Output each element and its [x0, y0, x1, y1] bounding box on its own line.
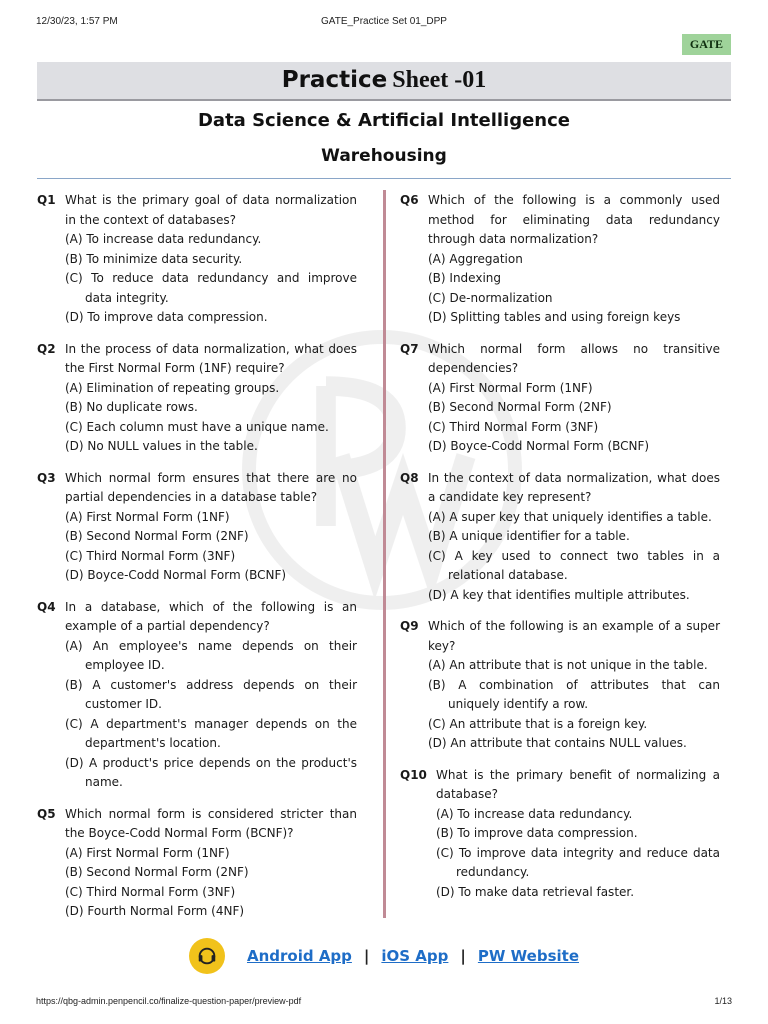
question-number: Q3: [37, 470, 56, 485]
print-header: [36, 16, 732, 30]
answer-option: (A) First Normal Form (1NF): [428, 380, 593, 395]
answer-option: (D) Boyce-Codd Normal Form (BCNF): [65, 568, 287, 582]
answer-option: (B) A combination of attributes that can uniquely identify a row.: [428, 677, 720, 711]
question-number: Q6: [400, 193, 419, 207]
answer-option: (C) An attribute that is a foreign key.: [428, 716, 648, 731]
question-text: Which normal form allows no transitive dependencies?: [428, 341, 720, 375]
question-number: Q8: [400, 470, 419, 485]
right-column: [400, 191, 720, 914]
print-datetime: 12/30/23, 1:57 PM: [36, 16, 118, 27]
footer-links: [0, 938, 768, 970]
answer-option: (B) Second Normal Form (2NF): [65, 865, 249, 879]
answer-option: (A) An employee's name depends on their employee ID.: [65, 638, 357, 672]
answer-option: (C) Third Normal Form (3NF): [428, 419, 599, 434]
answer-option: (A) Elimination of repeating groups.: [65, 380, 280, 395]
answer-option: (C) Third Normal Form (3NF): [65, 548, 236, 563]
question-text: What is the primary goal of data normalization in the context of databases?: [65, 193, 357, 227]
answer-option: (B) To improve data compression.: [436, 826, 638, 840]
question-q10: [400, 766, 720, 903]
print-url: https://qbg-admin.penpencil.co/finalize-question-paper/preview-pdf: [36, 996, 302, 1006]
answer-option: (A) An attribute that is not unique in the table.: [428, 658, 708, 672]
answer-option: (D) An attribute that contains NULL values.: [428, 736, 687, 750]
answer-option: (A) First Normal Form (1NF): [65, 845, 230, 860]
answer-option: (D) Boyce-Codd Normal Form (BCNF): [428, 439, 650, 453]
ios-app-link[interactable]: iOS App: [381, 947, 449, 965]
question-text: Which normal form ensures that there are no partial dependencies in a database table?: [65, 470, 357, 504]
answer-option: (D) A product's price depends on the product's name.: [65, 755, 357, 789]
question-q6: [400, 191, 720, 328]
answer-option: (C) Each column must have a unique name.: [65, 419, 329, 434]
question-q5: [37, 805, 357, 922]
answer-option: (D) To make data retrieval faster.: [436, 884, 635, 899]
link-separator: |: [460, 947, 466, 965]
question-text: In the context of data normalization, what does a candidate key represent?: [428, 470, 720, 504]
question-text: In the process of data normalization, what does the First Normal Form (1NF) require?: [65, 341, 357, 375]
question-number: Q5: [37, 806, 56, 821]
answer-option: (B) A customer's address depends on their customer ID.: [65, 677, 357, 711]
page-number: 1/13: [714, 996, 732, 1006]
answer-option: (B) No duplicate rows.: [65, 400, 198, 414]
question-q9: [400, 617, 720, 754]
answer-option: (C) Third Normal Form (3NF): [65, 884, 236, 899]
answer-option: (B) To minimize data security.: [65, 251, 243, 266]
question-q2: [37, 340, 357, 457]
left-column: [37, 191, 357, 934]
answer-option: (A) Aggregation: [428, 251, 523, 266]
header-rule: [37, 178, 731, 179]
question-number: Q9: [400, 619, 419, 633]
answer-option: (A) To increase data redundancy.: [65, 232, 262, 246]
question-q4: [37, 598, 357, 793]
question-number: Q1: [37, 193, 56, 207]
subject-heading: Data Science & Artificial Intelligence: [197, 110, 570, 131]
question-text: In a database, which of the following is an example of a partial dependency?: [65, 599, 357, 633]
answer-option: (B) Second Normal Form (2NF): [428, 400, 612, 414]
print-doc-title: GATE_Practice Set 01_DPP: [321, 16, 447, 27]
link-separator: |: [363, 947, 370, 965]
answer-option: (A) A super key that uniquely identifies a table.: [428, 509, 712, 524]
pw-app-logo-icon[interactable]: [189, 938, 225, 974]
question-text: Which of the following is a commonly used method for eliminating data redundancy through data normalization?: [428, 193, 720, 246]
question-text: Which normal form is considered stricter than the Boyce-Codd Normal Form (BCNF)?: [65, 806, 357, 840]
android-app-link[interactable]: Android App: [246, 947, 352, 965]
chapter-heading: Warehousing: [321, 146, 447, 166]
question-q3: [37, 469, 357, 586]
pw-website-link[interactable]: PW Website: [477, 947, 579, 965]
question-number: Q10: [400, 767, 427, 782]
answer-option: (D) Splitting tables and using foreign keys: [428, 310, 681, 324]
answer-option: (C) To improve data integrity and reduce data redundancy.: [436, 845, 720, 879]
question-number: Q4: [37, 599, 56, 614]
answer-option: (D) To improve data compression.: [65, 310, 268, 324]
answer-option: (B) Second Normal Form (2NF): [65, 529, 249, 543]
answer-option: (C) De-normalization: [428, 290, 553, 305]
title-bar: [37, 62, 731, 101]
column-divider: [383, 190, 386, 918]
answer-option: (C) A department's manager depends on the department's location.: [65, 716, 357, 750]
answer-option: (D) A key that identifies multiple attributes.: [428, 587, 690, 602]
answer-option: (D) Fourth Normal Form (4NF): [65, 904, 245, 918]
question-q8: [400, 469, 720, 606]
question-text: Which of the following is an example of a super key?: [428, 619, 720, 653]
answer-option: (D) No NULL values in the table.: [65, 439, 258, 453]
answer-option: (B) Indexing: [428, 271, 502, 285]
title-part1: Practice: [281, 67, 388, 93]
question-q1: [37, 191, 357, 328]
answer-option: (C) A key used to connect two tables in a relational database.: [428, 548, 720, 582]
question-number: Q7: [400, 341, 419, 356]
answer-option: (B) A unique identifier for a table.: [428, 529, 630, 543]
print-footer: [36, 996, 732, 1008]
exam-badge: GATE: [682, 34, 731, 55]
question-q7: [400, 340, 720, 457]
answer-option: (A) First Normal Form (1NF): [65, 509, 230, 524]
title-part2: Sheet -01: [392, 67, 487, 93]
question-text: What is the primary benefit of normalizing a database?: [436, 767, 720, 801]
answer-option: (A) To increase data redundancy.: [436, 806, 633, 821]
answer-option: (C) To reduce data redundancy and improve data integrity.: [65, 271, 357, 305]
question-number: Q2: [37, 341, 56, 356]
